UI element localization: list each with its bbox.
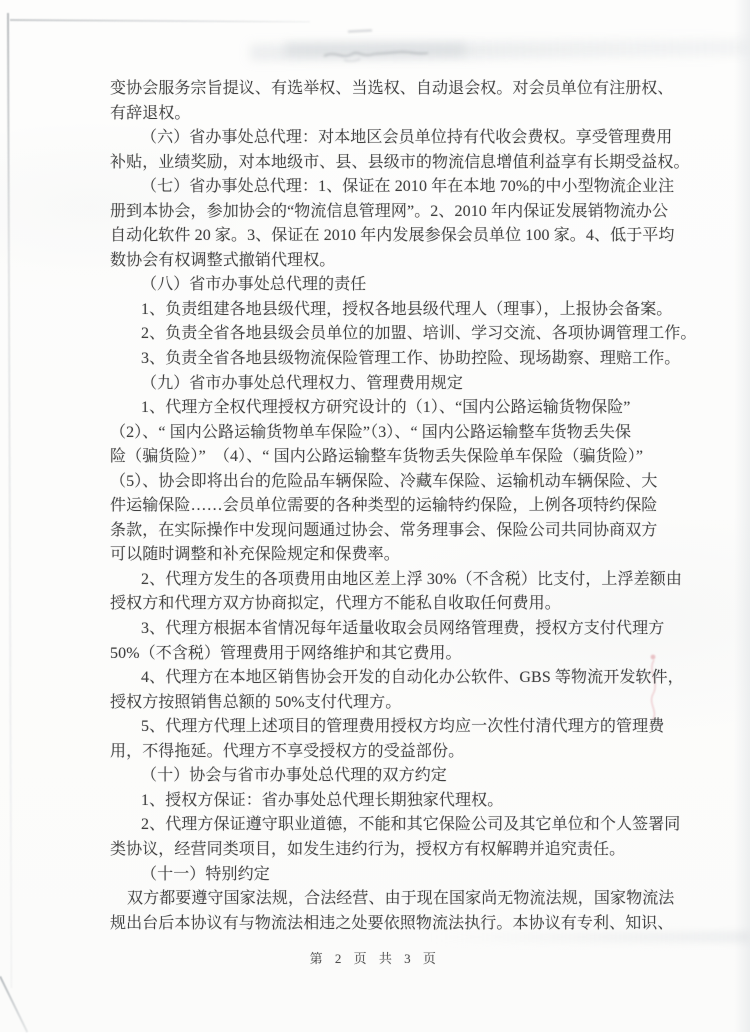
text-line: 2、负责全省各地县级会员单位的加盟、培训、学习交流、各项协调管理工作。 [141, 325, 697, 343]
text-line: 5、代理方代理上述项目的管理费用授权方均应一次性付清代理方的管理费 [141, 718, 665, 736]
text-line: 2、代理方发生的各项费用由地区差上浮 30%（不含税）比支付，上浮差额由 [141, 570, 682, 588]
text-line: 册到本协会，参加协会的“物流信息管理网”。2、2010 年内保证发展销物流办公 [110, 202, 669, 220]
text-line: 变协会服务宗旨提议、有选举权、当选权、自动退会权。对会员单位有注册权、 [110, 80, 674, 97]
text-line: （十一）特别约定 [141, 865, 270, 883]
text-line: 件运输保险……会员单位需要的各种类型的运输特约保险，上例各项特约保险 [110, 497, 658, 515]
text-line: 2、代理方保证遵守职业道德，不能和其它保险公司及其它单位和个人签署同 [141, 816, 681, 834]
scan-smudge-squiggle [322, 42, 432, 69]
text-line: 双方都要遵守国家法规，合法经营、由于现在国家尚无物流法规，国家物流法 [127, 890, 675, 908]
text-line: 有辞退权。 [110, 104, 191, 122]
document-body [110, 77, 710, 936]
text-line: （5）、协会即将出台的危险品车辆保险、冷藏车保险、运输机动车辆保险、大 [110, 472, 658, 490]
text-line: 补贴，业绩奖励，对本地级市、县、县级市的物流信息增值利益享有长期受益权。 [110, 153, 690, 171]
scan-smudge-dash [348, 29, 372, 32]
text-line: （八）省市办事处总代理的责任 [141, 276, 367, 294]
text-line: 4、代理方在本地区销售协会开发的自动化办公软件、GBS 等物流开发软件， [141, 669, 684, 687]
text-line: 规出台后本协议有与物流法相违之处要依照物流法执行。本协议有专利、知识、 [110, 914, 674, 932]
paper-top-edge-shadow [10, 19, 310, 23]
text-line: 3、代理方根据本省情况每年适量收取会员网络管理费，授权方支付代理方 [141, 620, 665, 638]
text-line: 1、负责组建各地县级代理，授权各地县级代理人（理事），上报协会备案。 [141, 300, 673, 318]
text-line: 授权方按照销售总额的 50%支付代理方。 [110, 693, 402, 711]
text-line: 用，不得拖延。代理方不享受授权方的受益部份。 [110, 742, 465, 760]
text-line: （七）省办事处总代理：1、保证在 2010 年在本地 70%的中小型物流企业注 [141, 178, 675, 196]
text-line: （十）协会与省市办事处总代理的双方约定 [141, 767, 447, 785]
text-line: 授权方和代理方双方协商拟定，代理方不能私自收取任何费用。 [110, 595, 561, 613]
text-line: 自动化软件 20 家。3、保证在 2010 年内发展参保会员单位 100 家。4、低于平均 [110, 227, 675, 245]
text-line: 50%（不含税）管理费用于网络维护和其它费用。 [110, 644, 462, 662]
paper-right-edge-shadow [734, 0, 750, 1032]
text-line: 条款，在实际操作中发现问题通过协会、常务理事会、保险公司共同协商双方 [110, 521, 658, 539]
text-line: 可以随时调整和补充保险规定和保费率。 [110, 546, 400, 564]
page-number-footer: 第 2 页 共 3 页 [309, 951, 441, 966]
text-line: 1、代理方全权代理授权方研究设计的（1）、“国内公路运输货物保险” [141, 399, 631, 417]
text-line: 1、授权方保证：省办事处总代理长期独家代理权。 [141, 791, 504, 809]
paper-left-edge-shadow [7, 13, 12, 988]
text-line: （2）、“ 国内公路运输货物单车保险”（3）、“ 国内公路运输整车货物丢失保 [110, 423, 632, 441]
text-line: （六）省办事处总代理：对本地区会员单位持有代收会费权。享受管理费用 [141, 129, 673, 147]
text-line: （九）省市办事处总代理权力、管理费用规定 [141, 374, 464, 392]
text-line: 险（骗货险）” （4）、“ 国内公路运输整车货物丢失保险单车保险（骗货险）” [110, 448, 644, 466]
text-line: 3、负责全省各地县级物流保险管理工作、协助控险、现场勘察、理赔工作。 [141, 350, 681, 368]
text-line: 数协会有权调整式撤销代理权。 [110, 251, 336, 269]
page-corner-fold-line [0, 976, 28, 1033]
text-line: 类协议，经营同类项目，如发生违约行为，授权方有权解聘并追究责任。 [110, 840, 626, 858]
